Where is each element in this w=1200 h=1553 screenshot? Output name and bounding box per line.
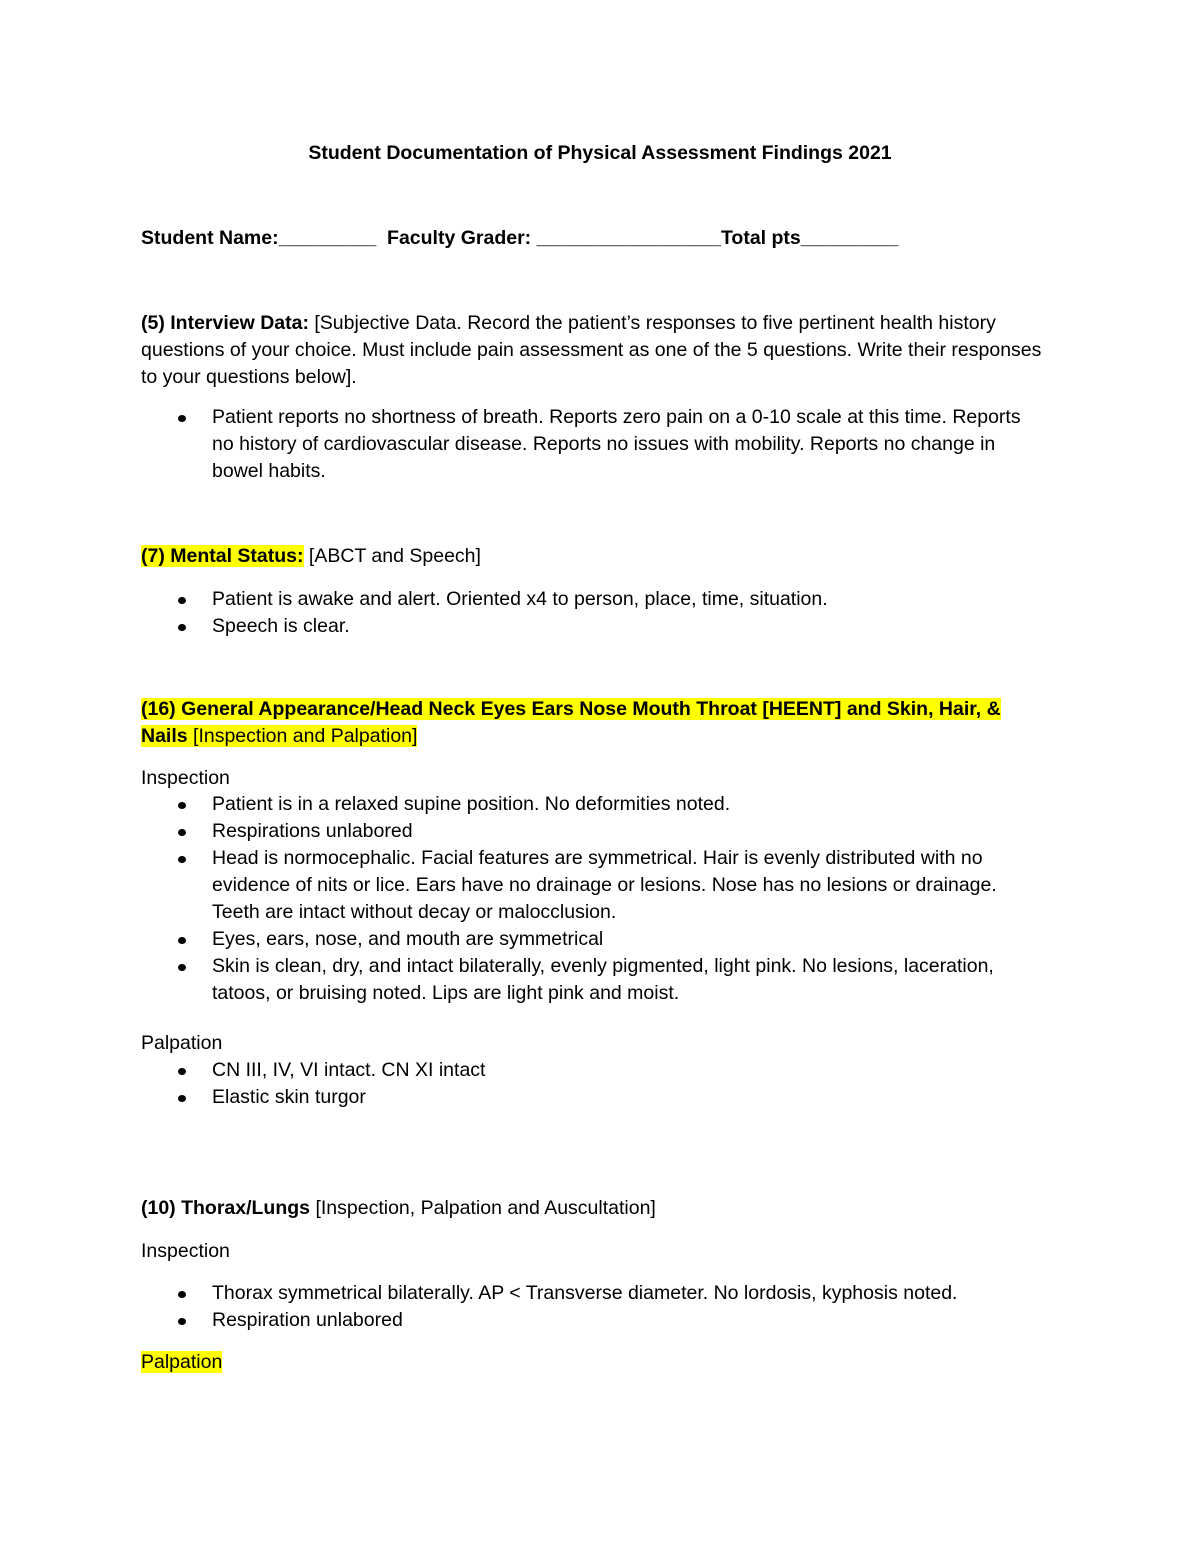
heent-palpation-label: Palpation (141, 1032, 223, 1054)
bullet-icon (178, 597, 186, 604)
list-item: Patient is in a relaxed supine position. No deformities noted. (141, 791, 1061, 818)
heent-palpation-bullets (141, 1057, 1061, 1111)
document-title: Student Documentation of Physical Assessment Findings 2021 (308, 142, 892, 164)
bullet-icon (178, 802, 186, 809)
mental-status-bullets (141, 586, 1061, 640)
interview-heading: (5) Interview Data: (141, 312, 309, 334)
interview-instructions: [Subjective Data. Record the patient’s responses to five pertinent health history questions of your choice. Must include pain assessment as one of the 5 questions. Write their responses to your questions below]. (141, 312, 1042, 388)
interview-heading-paragraph (141, 310, 1061, 391)
list-item: Patient is awake and alert. Oriented x4 to person, place, time, situation. (141, 586, 1061, 613)
heent-instructions: [Inspection and Palpation] (187, 725, 418, 747)
thorax-section (141, 1195, 1061, 1222)
list-item: Head is normocephalic. Facial features are symmetrical. Hair is evenly distributed with no evidence of nits or lice. Ears have no drainage or lesions. Nose has no lesions or drainage. Teeth are intact without decay or malocclusion. (141, 845, 1061, 926)
mental-status-instructions: [ABCT and Speech] (303, 545, 481, 567)
list-item: Respirations unlabored (141, 818, 1061, 845)
thorax-heading: (10) Thorax/Lungs (141, 1197, 311, 1219)
heent-inspection-bullets (141, 791, 1061, 1007)
bullet-icon (178, 624, 186, 631)
mental-status-heading: (7) Mental Status: (141, 545, 304, 567)
heent-inspection-label: Inspection (141, 767, 230, 789)
thorax-palpation-label: Palpation (141, 1351, 223, 1373)
list-item: Respiration unlabored (141, 1307, 1061, 1334)
heent-heading: (16) General Appearance/Head Neck Eyes Ears Nose Mouth Throat [HEENT] and Skin, Hair, & Nails (141, 698, 1001, 747)
list-item: Eyes, ears, nose, and mouth are symmetrical (141, 926, 1061, 953)
bullet-icon (178, 1068, 186, 1075)
list-item: Thorax symmetrical bilaterally. AP < Transverse diameter. No lordosis, kyphosis noted. (141, 1280, 1061, 1307)
bullet-icon (178, 1291, 186, 1298)
list-item: Skin is clean, dry, and intact bilaterally, evenly pigmented, light pink. No lesions, laceration, tatoos, or bruising noted. Lips are light pink and moist. (141, 953, 1061, 1007)
bullet-icon (178, 829, 186, 836)
thorax-inspection-bullets (141, 1280, 1061, 1334)
thorax-instructions: [Inspection, Palpation and Auscultation] (310, 1197, 656, 1219)
bullet-icon (178, 964, 186, 971)
mental-status-section (141, 543, 1061, 570)
interview-bullets (141, 404, 1061, 485)
list-item: Patient reports no shortness of breath. Reports zero pain on a 0-10 scale at this time. Reports no history of cardiovascular disease. Reports no issues with mobility. Reports no change in bowel habits. (141, 404, 1061, 485)
bullet-icon (178, 1318, 186, 1325)
interview-section (141, 310, 1061, 391)
bullet-icon (178, 1095, 186, 1102)
heent-section (141, 696, 1041, 750)
bullet-icon (178, 937, 186, 944)
list-item: Elastic skin turgor (141, 1084, 1061, 1111)
bullet-icon (178, 856, 186, 863)
student-info-line: Student Name:_________ Faculty Grader: _________________Total pts_________ (141, 227, 899, 249)
list-item: CN III, IV, VI intact. CN XI intact (141, 1057, 1061, 1084)
bullet-icon (178, 415, 186, 422)
thorax-inspection-label: Inspection (141, 1240, 230, 1262)
list-item: Speech is clear. (141, 613, 1061, 640)
